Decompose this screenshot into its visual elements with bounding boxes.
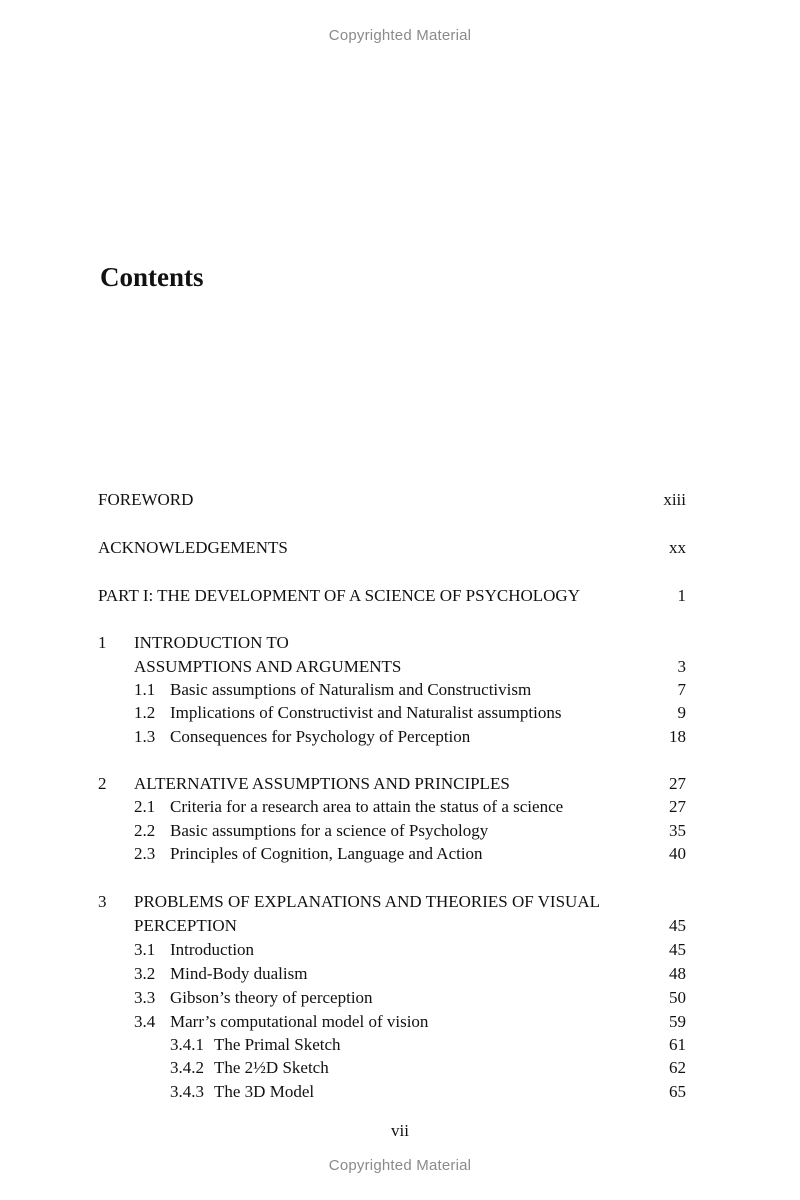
toc-chapter-title: INTRODUCTION TO — [134, 633, 289, 652]
toc-chapter-title: PERCEPTION — [134, 916, 237, 935]
toc-entry-foreword — [0, 489, 800, 511]
toc-section-number: 1.1 — [134, 680, 156, 699]
toc-section-number: 1.3 — [134, 727, 156, 746]
toc-section-title: Mind-Body dualism — [170, 964, 308, 983]
toc-section-title: Basic assumptions for a science of Psychology — [170, 821, 489, 840]
copyright-watermark-bottom: Copyrighted Material — [328, 1157, 472, 1174]
toc-section-number: 3.3 — [134, 988, 156, 1007]
toc-section-2-1 — [0, 796, 800, 818]
toc-section-number: 2.1 — [134, 797, 156, 816]
toc-section-3-1 — [0, 939, 800, 961]
toc-chapter-3-continued — [0, 915, 800, 937]
toc-entry-page: 3 — [677, 657, 686, 676]
toc-entry-page: 50 — [669, 988, 686, 1007]
toc-subsection-number: 3.4.1 — [170, 1035, 204, 1054]
toc-entry-page: 65 — [669, 1082, 686, 1101]
toc-section-title: Principles of Cognition, Language and Action — [170, 844, 483, 863]
toc-entry-page: xiii — [663, 490, 686, 509]
toc-section-3-3 — [0, 987, 800, 1009]
toc-chapter-number: 1 — [98, 633, 107, 652]
toc-section-1-1 — [0, 679, 800, 701]
toc-section-number: 2.2 — [134, 821, 156, 840]
toc-subsection-number: 3.4.3 — [170, 1082, 204, 1101]
toc-entry-page: 48 — [669, 964, 686, 983]
toc-subsection-title: The Primal Sketch — [214, 1035, 341, 1054]
toc-chapter-2 — [0, 773, 800, 795]
toc-subsection-3-4-2 — [0, 1057, 800, 1079]
toc-section-2-2 — [0, 820, 800, 842]
toc-entry-title: FOREWORD — [98, 490, 194, 509]
toc-subsection-3-4-1 — [0, 1034, 800, 1056]
toc-chapter-number: 3 — [98, 892, 107, 911]
toc-section-number: 3.4 — [134, 1012, 156, 1031]
toc-chapter-title: ASSUMPTIONS AND ARGUMENTS — [134, 657, 402, 676]
toc-chapter-3 — [0, 891, 800, 913]
toc-entry-page: 40 — [669, 844, 686, 863]
toc-section-2-3 — [0, 843, 800, 865]
toc-section-1-2 — [0, 702, 800, 724]
toc-entry-page: 62 — [669, 1058, 686, 1077]
toc-chapter-1-continued — [0, 656, 800, 678]
toc-entry-page: 61 — [669, 1035, 686, 1054]
toc-section-title: Implications of Constructivist and Naturalist assumptions — [170, 703, 562, 722]
toc-section-number: 2.3 — [134, 844, 156, 863]
toc-entry-page: xx — [669, 538, 686, 557]
toc-subsection-3-4-3 — [0, 1081, 800, 1103]
toc-section-1-3 — [0, 726, 800, 748]
toc-section-3-2 — [0, 963, 800, 985]
toc-chapter-1 — [0, 632, 800, 654]
toc-entry-page: 18 — [669, 727, 686, 746]
toc-section-title: Basic assumptions of Naturalism and Constructivism — [170, 680, 532, 699]
toc-section-number: 3.2 — [134, 964, 156, 983]
toc-entry-page: 59 — [669, 1012, 686, 1031]
toc-entry-page: 27 — [669, 797, 686, 816]
toc-entry-page: 9 — [677, 703, 686, 722]
toc-section-title: Gibson’s theory of perception — [170, 988, 373, 1007]
toc-section-title: Criteria for a research area to attain the status of a science — [170, 797, 564, 816]
toc-entry-page: 35 — [669, 821, 686, 840]
toc-entry-page: 45 — [669, 940, 686, 959]
page-number: vii — [391, 1121, 409, 1140]
copyright-watermark-top: Copyrighted Material — [328, 27, 472, 44]
toc-subsection-title: The 2½D Sketch — [214, 1058, 329, 1077]
toc-section-title: Introduction — [170, 940, 255, 959]
toc-entry-part-1 — [0, 585, 800, 607]
toc-chapter-title: ALTERNATIVE ASSUMPTIONS AND PRINCIPLES — [134, 774, 510, 793]
toc-chapter-title: PROBLEMS OF EXPLANATIONS AND THEORIES OF VISUAL — [134, 892, 600, 911]
toc-entry-page: 1 — [677, 586, 686, 605]
toc-entry-title: PART I: THE DEVELOPMENT OF A SCIENCE OF PSYCHOLOGY — [98, 586, 580, 605]
toc-chapter-number: 2 — [98, 774, 107, 793]
toc-entry-page: 27 — [669, 774, 686, 793]
toc-section-number: 3.1 — [134, 940, 156, 959]
toc-subsection-title: The 3D Model — [214, 1082, 315, 1101]
toc-subsection-number: 3.4.2 — [170, 1058, 204, 1077]
toc-section-number: 1.2 — [134, 703, 156, 722]
page-title: Contents — [100, 262, 204, 292]
toc-entry-title: ACKNOWLEDGEMENTS — [98, 538, 288, 557]
toc-entry-page: 45 — [669, 916, 686, 935]
toc-section-title: Marr’s computational model of vision — [170, 1012, 429, 1031]
toc-section-3-4 — [0, 1011, 800, 1033]
toc-entry-page: 7 — [677, 680, 686, 699]
toc-entry-acknowledgements — [0, 537, 800, 559]
toc-section-title: Consequences for Psychology of Perception — [170, 727, 471, 746]
